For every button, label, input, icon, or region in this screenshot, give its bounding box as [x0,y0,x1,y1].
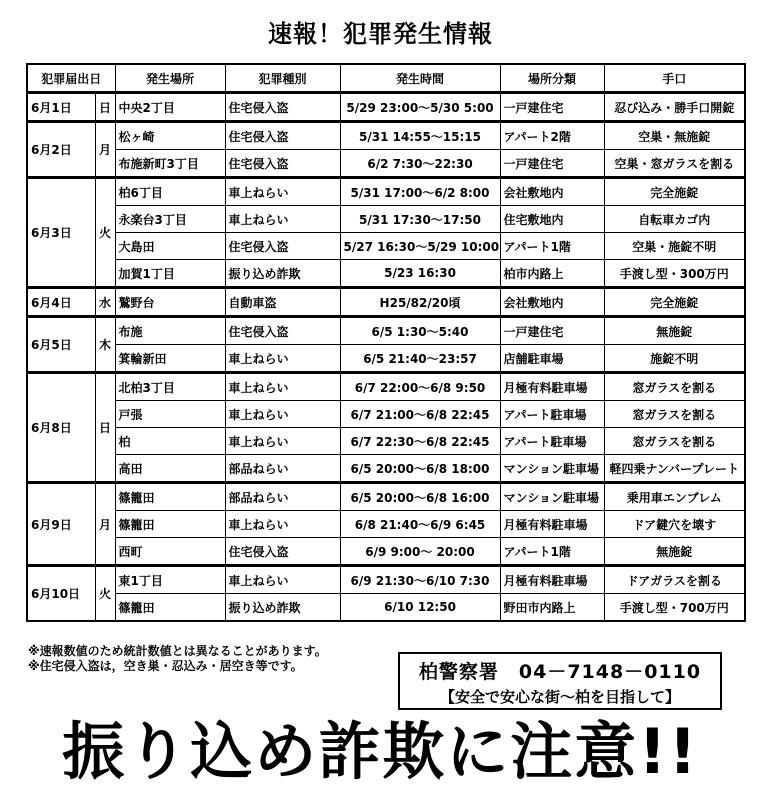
place-type-cell: アパート1階 [500,538,604,566]
location-cell: 布施新町3丁目 [115,150,225,178]
crime-type-cell: 住宅侵入盗 [225,122,340,150]
method-cell: 無施錠 [604,538,745,566]
crime-table [26,63,746,622]
crime-type-cell: 住宅侵入盗 [225,93,340,122]
table-header-row [27,64,745,93]
location-cell: 高田 [115,455,225,483]
crime-type-cell: 部品ねらい [225,455,340,483]
crime-type-cell: 車上ねらい [225,206,340,233]
time-cell: 6/7 21:00～6/8 22:45 [340,401,500,428]
header-type: 犯罪種別 [225,64,340,93]
method-cell: 窓ガラスを割る [604,373,745,401]
method-cell: 窓ガラスを割る [604,401,745,428]
location-cell: 大島田 [115,233,225,260]
method-cell: 窓ガラスを割る [604,428,745,455]
method-cell: 施錠不明 [604,345,745,373]
weekday-cell: 月 [95,122,115,178]
method-cell: 手渡し型・700万円 [604,594,745,622]
weekday-cell: 木 [95,317,115,373]
table-row [27,93,745,122]
notes [28,644,327,674]
method-cell: 無施錠 [604,317,745,345]
place-type-cell: マンション駐車場 [500,455,604,483]
weekday-cell: 水 [95,288,115,317]
crime-type-cell: 住宅侵入盗 [225,538,340,566]
table-row [27,511,745,538]
weekday-cell: 月 [95,483,115,566]
crime-type-cell: 車上ねらい [225,511,340,538]
crime-type-cell: 住宅侵入盗 [225,150,340,178]
place-type-cell: 野田市内路上 [500,594,604,622]
time-cell: 5/29 23:00～5/30 5:00 [340,93,500,122]
report-date-cell: 6月1日 [27,93,95,122]
time-cell: H25/82/20頃 [340,288,500,317]
crime-type-cell: 車上ねらい [225,373,340,401]
table-row [27,233,745,260]
time-cell: 6/9 21:30～6/10 7:30 [340,566,500,594]
location-cell: 西町 [115,538,225,566]
table-row [27,538,745,566]
place-type-cell: 会社敷地内 [500,288,604,317]
note-1: ※速報数値のため統計数値とは異なることがあります。 [28,644,327,658]
place-type-cell: アパート2階 [500,122,604,150]
weekday-cell: 火 [95,566,115,622]
report-date-cell: 6月4日 [27,288,95,317]
place-type-cell: 住宅敷地内 [500,206,604,233]
time-cell: 6/7 22:30～6/8 22:45 [340,428,500,455]
table-row [27,373,745,401]
method-cell: 完全施錠 [604,288,745,317]
time-cell: 6/5 20:00～6/8 16:00 [340,483,500,511]
weekday-cell: 火 [95,178,115,288]
time-cell: 6/7 22:00～6/8 9:50 [340,373,500,401]
crime-type-cell: 振り込め詐欺 [225,594,340,622]
time-cell: 6/5 21:40～23:57 [340,345,500,373]
location-cell: 篠籠田 [115,594,225,622]
time-cell: 6/5 20:00～6/8 18:00 [340,455,500,483]
crime-type-cell: 車上ねらい [225,401,340,428]
table-body [27,93,745,622]
report-date-cell: 6月2日 [27,122,95,178]
table-row [27,288,745,317]
time-cell: 6/5 1:30～5:40 [340,317,500,345]
crime-type-cell: 住宅侵入盗 [225,233,340,260]
report-date-cell: 6月10日 [27,566,95,622]
crime-type-cell: 車上ねらい [225,428,340,455]
place-type-cell: アパート駐車場 [500,428,604,455]
police-name-phone: 柏警察署 04－7148－0110 [418,661,702,683]
table-row [27,594,745,622]
method-cell: 忍び込み・勝手口開錠 [604,93,745,122]
time-cell: 6/8 21:40～6/9 6:45 [340,511,500,538]
location-cell: 篠籠田 [115,511,225,538]
location-cell: 箕輪新田 [115,345,225,373]
crime-type-cell: 車上ねらい [225,178,340,206]
table-row [27,566,745,594]
report-date-cell: 6月5日 [27,317,95,373]
table-row [27,455,745,483]
method-cell: 空巣・窓ガラスを割る [604,150,745,178]
warning-banner: 振り込め詐欺に注意!! [62,715,699,788]
crime-type-cell: 部品ねらい [225,483,340,511]
location-cell: 東1丁目 [115,566,225,594]
place-type-cell: 月極有料駐車場 [500,511,604,538]
time-cell: 5/31 17:00～6/2 8:00 [340,178,500,206]
police-slogan: 【安全で安心な街～柏を目指して】 [439,688,680,706]
table-row [27,483,745,511]
location-cell: 中央2丁目 [115,93,225,122]
header-date: 犯罪届出日 [27,64,115,93]
header-method: 手口 [604,64,745,93]
place-type-cell: 一戸建住宅 [500,93,604,122]
method-cell: 完全施錠 [604,178,745,206]
place-type-cell: マンション駐車場 [500,483,604,511]
method-cell: 自転車カゴ内 [604,206,745,233]
location-cell: 柏 [115,428,225,455]
place-type-cell: 一戸建住宅 [500,150,604,178]
method-cell: 空巣・無施錠 [604,122,745,150]
table-row [27,206,745,233]
method-cell: 乗用車エンブレム [604,483,745,511]
table-row [27,317,745,345]
header-place: 場所分類 [500,64,604,93]
method-cell: 軽四乗ナンバープレート [604,455,745,483]
time-cell: 6/2 7:30～22:30 [340,150,500,178]
header-time: 発生時間 [340,64,500,93]
report-date-cell: 6月8日 [27,373,95,483]
place-type-cell: 店舗駐車場 [500,345,604,373]
time-cell: 5/23 16:30 [340,260,500,288]
note-2: ※住宅侵入盗は，空き巣・忍込み・居空き等です。 [28,659,303,673]
header-location: 発生場所 [115,64,225,93]
crime-type-cell: 車上ねらい [225,345,340,373]
time-cell: 5/31 17:30～17:50 [340,206,500,233]
place-type-cell: 月極有料駐車場 [500,373,604,401]
table-row [27,345,745,373]
location-cell: 篠籠田 [115,483,225,511]
method-cell: ドア鍵穴を壊す [604,511,745,538]
table-row [27,122,745,150]
page-title: 速報！犯罪発生情報 [268,20,493,48]
location-cell: 加賀1丁目 [115,260,225,288]
location-cell: 永楽台3丁目 [115,206,225,233]
time-cell: 6/9 9:00～ 20:00 [340,538,500,566]
place-type-cell: 月極有料駐車場 [500,566,604,594]
table-row [27,428,745,455]
report-date-cell: 6月9日 [27,483,95,566]
location-cell: 北柏3丁目 [115,373,225,401]
location-cell: 布施 [115,317,225,345]
method-cell: 手渡し型・300万円 [604,260,745,288]
location-cell: 松ヶ崎 [115,122,225,150]
weekday-cell: 日 [95,93,115,122]
place-type-cell: アパート駐車場 [500,401,604,428]
place-type-cell: 会社敷地内 [500,178,604,206]
crime-type-cell: 住宅侵入盗 [225,317,340,345]
crime-type-cell: 振り込め詐欺 [225,260,340,288]
table-row [27,401,745,428]
place-type-cell: 一戸建住宅 [500,317,604,345]
table-row [27,150,745,178]
weekday-cell: 日 [95,373,115,483]
report-date-cell: 6月3日 [27,178,95,288]
time-cell: 5/31 14:55～15:15 [340,122,500,150]
location-cell: 戸張 [115,401,225,428]
table-row [27,178,745,206]
time-cell: 5/27 16:30～5/29 10:00 [340,233,500,260]
location-cell: 柏6丁目 [115,178,225,206]
time-cell: 6/10 12:50 [340,594,500,622]
method-cell: 空巣・施錠不明 [604,233,745,260]
crime-type-cell: 自動車盗 [225,288,340,317]
location-cell: 鷲野台 [115,288,225,317]
table-row [27,260,745,288]
crime-type-cell: 車上ねらい [225,566,340,594]
method-cell: ドアガラスを割る [604,566,745,594]
place-type-cell: 柏市内路上 [500,260,604,288]
place-type-cell: アパート1階 [500,233,604,260]
